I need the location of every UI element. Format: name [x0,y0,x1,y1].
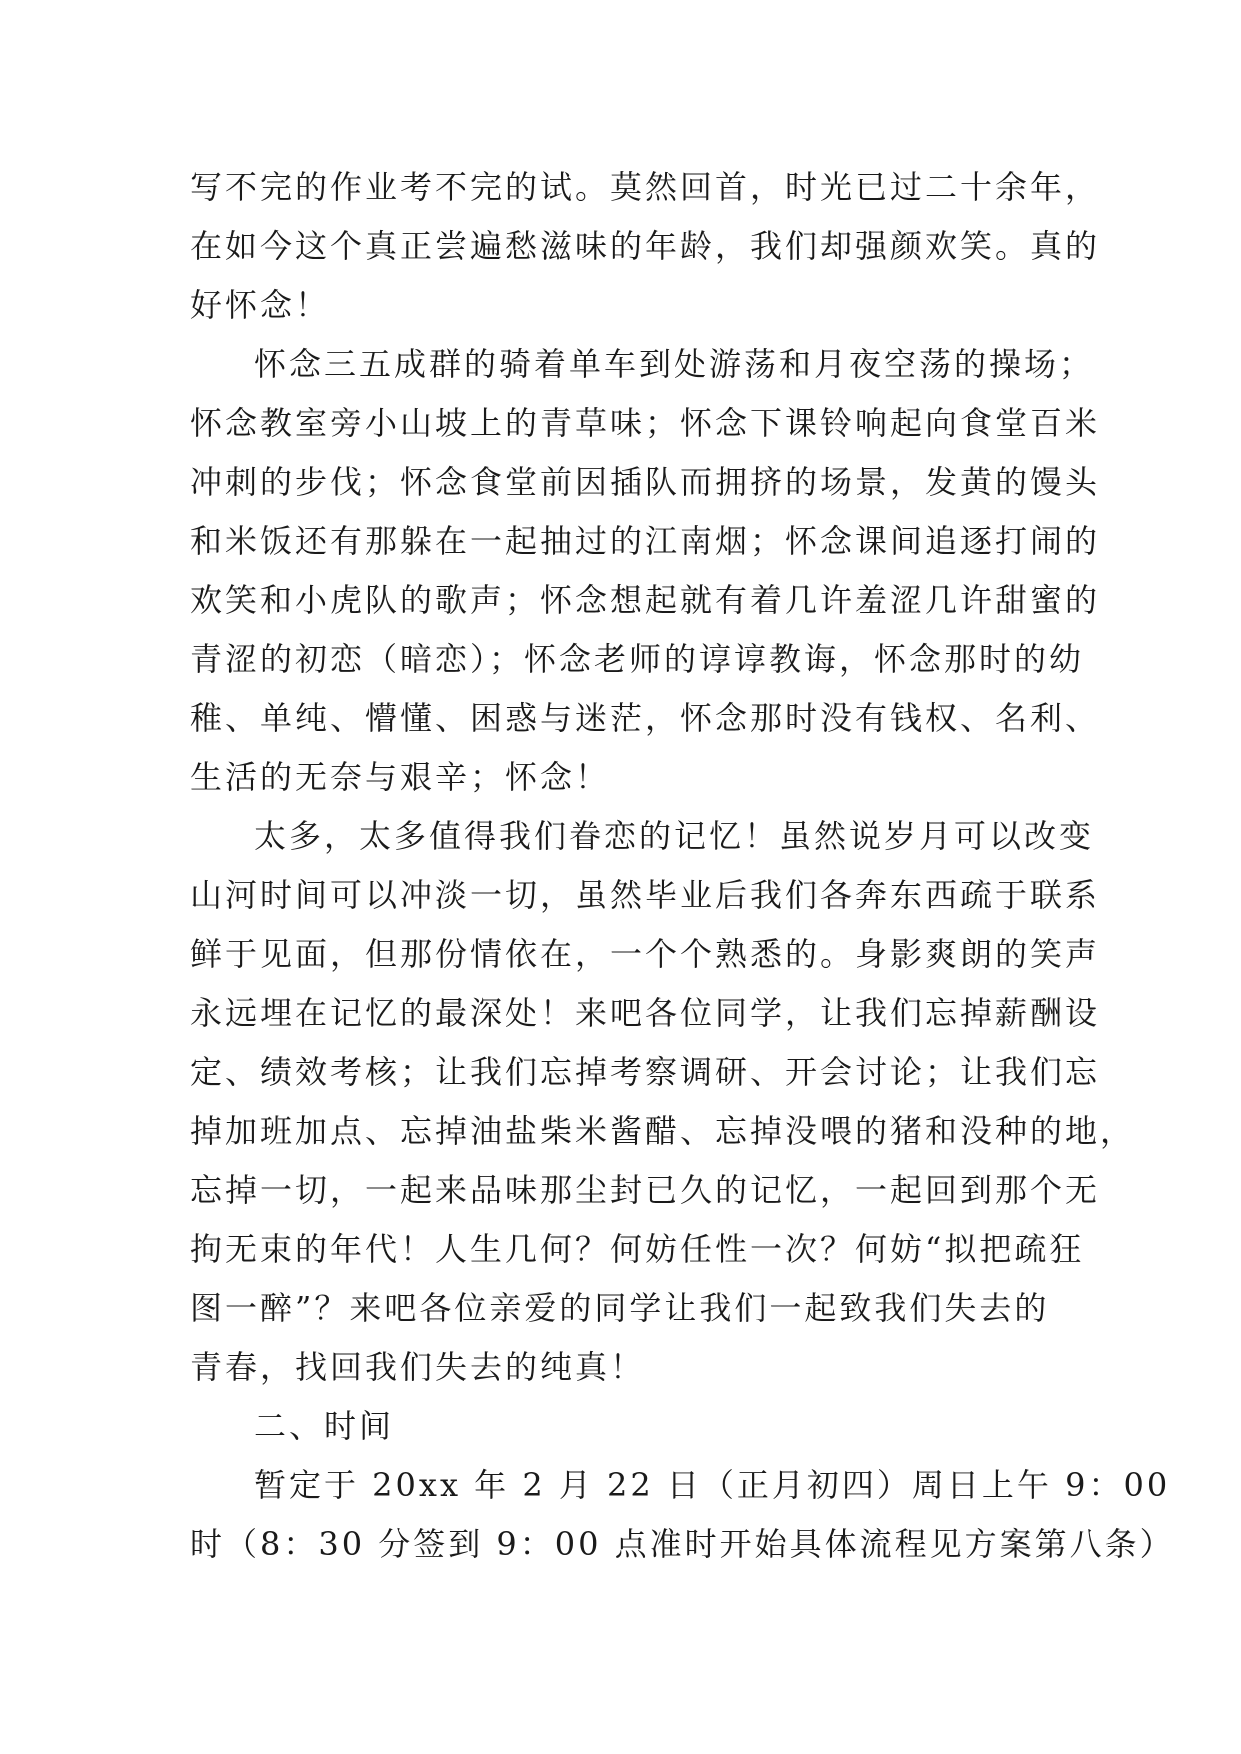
text-line: 写不完的作业考不完的试。莫然回首，时光已过二十余年， [190,168,1101,206]
text-line: 欢笑和小虎队的歌声；怀念想起就有着几许羞涩几许甜蜜的 [190,581,1101,619]
paragraph-miss-list [190,335,1101,807]
text-line: 鲜于见面，但那份情依在，一个个熟悉的。身影爽朗的笑声 [190,935,1101,973]
text-line: 怀念三五成群的骑着单车到处游荡和月夜空荡的操场； [254,345,1095,383]
text-line: 怀念教室旁小山坡上的青草味；怀念下课铃响起向食堂百米 [190,404,1101,442]
text-line: 二、时间 [254,1407,395,1445]
text-line: 山河时间可以冲淡一切，虽然毕业后我们各奔东西疏于联系 [190,876,1101,914]
text-line: 图一醉”？来吧各位亲爱的同学让我们一起致我们失去的 [190,1289,1050,1327]
text-line: 永远埋在记忆的最深处！来吧各位同学，让我们忘掉薪酬设 [190,994,1101,1032]
text-line: 暂定于 20xx 年 2 月 22 日（正月初四）周日上午 9：00 [254,1466,1171,1504]
paragraph-schedule [190,1456,1175,1574]
text-line: 好怀念！ [190,286,331,324]
text-line: 冲刺的步伐；怀念食堂前因插队而拥挤的场景，发黄的馒头 [190,463,1101,501]
text-line: 忘掉一切，一起来品味那尘封已久的记忆，一起回到那个无 [190,1171,1101,1209]
text-line: 太多，太多值得我们眷恋的记忆！虽然说岁月可以改变 [254,817,1095,855]
text-line: 时（8：30 分签到 9：00 点准时开始具体流程见方案第八条） [190,1525,1175,1563]
paragraph-nostalgia-intro [190,158,1101,335]
text-line: 掉加班加点、忘掉油盐柴米酱醋、忘掉没喂的猪和没种的地， [190,1112,1136,1150]
text-line: 定、绩效考核；让我们忘掉考察调研、开会讨论；让我们忘 [190,1053,1101,1091]
text-line: 和米饭还有那躲在一起抽过的江南烟；怀念课间追逐打闹的 [190,522,1101,560]
text-line: 在如今这个真正尝遍愁滋味的年龄，我们却强颜欢笑。真的 [190,227,1101,265]
text-line: 拘无束的年代！人生几何？何妨任性一次？何妨“拟把疏狂 [190,1230,1085,1268]
section-heading-time [190,1397,1070,1456]
text-line: 青春，找回我们失去的纯真！ [190,1348,646,1386]
paragraph-invitation [190,807,1136,1397]
text-line: 生活的无奈与艰辛；怀念！ [190,758,611,796]
text-line: 稚、单纯、懵懂、困惑与迷茫，怀念那时没有钱权、名利、 [190,699,1101,737]
document-body [190,158,1175,1574]
text-line: 青涩的初恋（暗恋）；怀念老师的谆谆教诲，怀念那时的幼 [190,640,1085,678]
